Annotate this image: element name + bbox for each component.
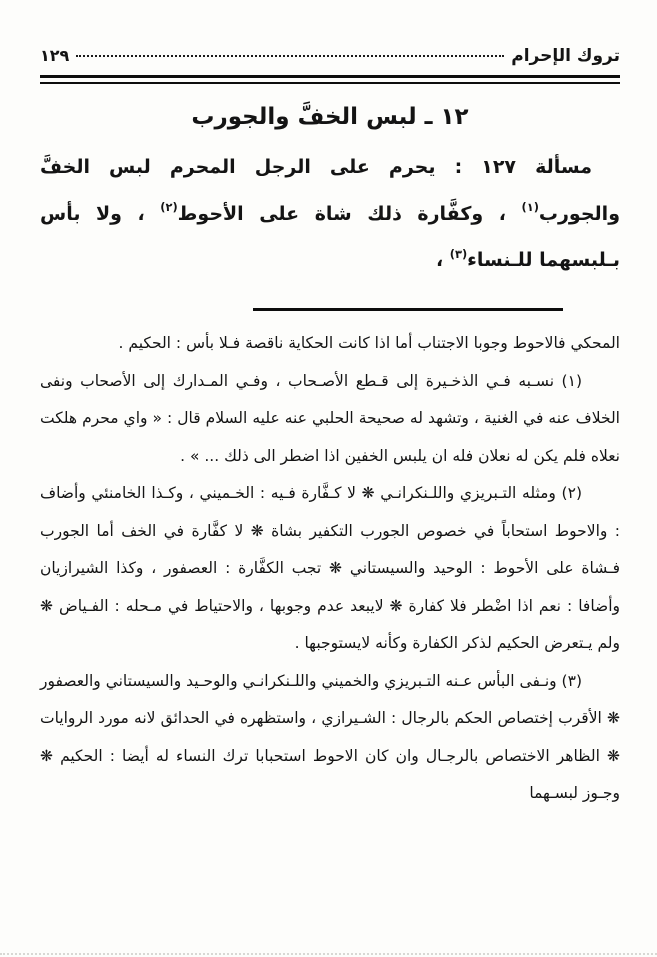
footnote-marker-2: (٢)	[160, 200, 178, 215]
scan-artifact-edge	[0, 953, 657, 955]
matn-tail: ،	[435, 249, 450, 272]
footnotes-block	[40, 325, 620, 813]
dotted-leader	[76, 55, 504, 57]
matn-segment: ، وكفَّارة ذلك شاة على الأحوط	[177, 202, 522, 225]
footnote-marker-1: (١)	[521, 200, 539, 215]
page-number: ١٢٩	[40, 46, 70, 65]
footnote-separator-rule	[253, 308, 563, 312]
footnote-2: (٢) ومثله التـبريزي واللـنكرانـي ❋ لا كـفَّارة فـيه : الخـميني ، وكـذا الخامنئي وأضاف : والاحوط استحاباً في خصوص الجورب التكفير بشاة ❋ لا كفَّارة في الخف أما الجورب فـشاة على الأحوط : الوحيد والسيستاني ❋ تجب الكفَّارة : العصفور ، وكذا الشيرازيان وأضافا : نعم اذا اضْطر فلا كفارة ❋ لايبعد عدم وجوبها ، والاحتياط في مـحله : الفـياض ❋ ولم يـتعرض الحكيم لذكر الكفارة وكأنه لايستوجبها .	[40, 484, 620, 653]
footnote-1: (١) نسـبه فـي الذخـيرة إلى قـطع الأصـحاب ، وفـي المـدارك إلى الأصحاب ونفى الخلاف عنه في الغنية ، وتشهد له صحيحة الحلبي عنه عليه السلام قال : « واي محرم هلكت نعلاه فلم يكن له نعلان فله ان يلبس الخفين اذا اضطر الى ذلك ... » .	[40, 371, 620, 465]
matn-segment: مسألة ١٢٧ : يحرم على الرجل المحرم لبس الخفَّ والجورب	[40, 156, 620, 225]
footnote-marker-3: (٣)	[449, 246, 468, 261]
header-double-rule	[40, 75, 620, 84]
running-head	[40, 46, 620, 66]
footnote-3: (٣) ونـفى البأس عـنه التـبريزي والخميني واللـنكرانـي والوحـيد والسيستاني والعصفور ❋ الأقرب إختصاص الحكم بالرجال : الشـيرازي ، واستظهره في الحدائق لانه مورد الروايات ❋ الظاهر الاختصاص بالرجـال وان كان الاحوط استحبابا ترك النساء له أيضا : الحكيم ❋ وجـوز لبسـهما	[40, 671, 620, 803]
footnote-continuation: المحكي فالاحوط وجوبا الاجتناب أما اذا كانت الحكاية ناقصة فـلا بأس : الحكيم .	[118, 334, 620, 353]
chapter-heading: ١٢ ـ لبس الخفَّ والجورب	[191, 104, 469, 130]
running-head-title: تروك الإحرام	[511, 46, 620, 66]
matn-segment: ، ولا بأس بـلبسهما للـنساء	[40, 202, 620, 272]
matn-paragraph	[40, 144, 620, 284]
